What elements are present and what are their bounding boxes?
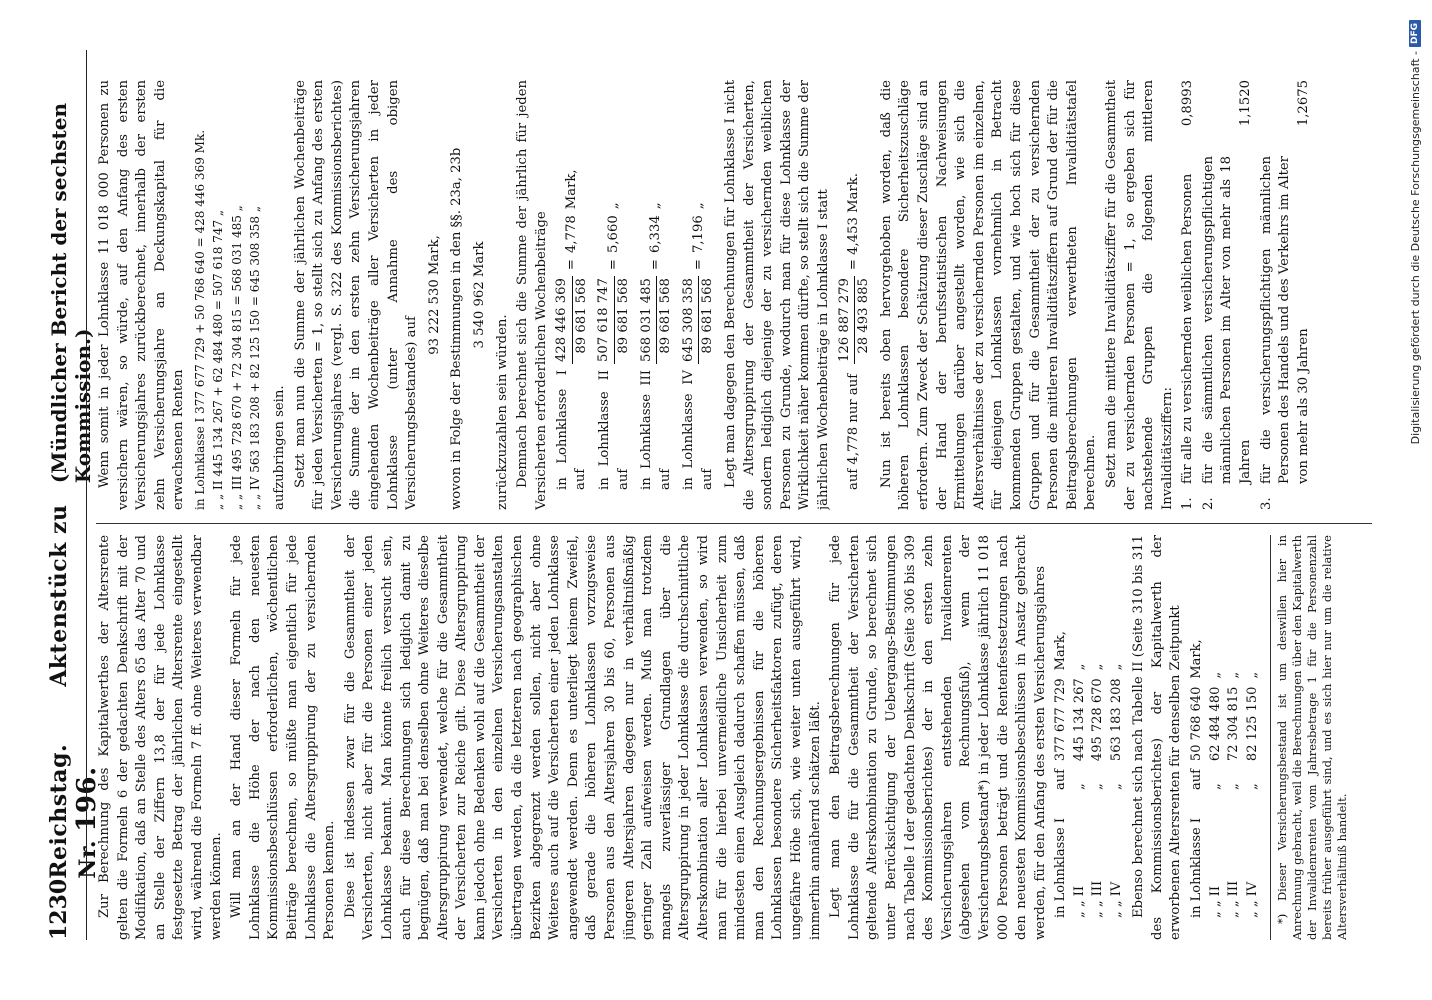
paragraph: Diese ist indessen zwar für die Gesammtheit der Versicherten, nicht aber für die Personen einer jeden Lohnklasse bekannt. Man könnte freilich versucht sein, auch für diese Berechnungen sich lediglich damit zu begnügen, daß man bei denselben ohne Weiteres dieselbe Altersgruppirung verwendet, welche für die Gesammtheit der Versicherten zur Reiche gilt. Diese Altersgruppirung kann jedoch ohne Bedenken wohl auf die Gesammtheit der Versicherten in den einzelnen Versicherungsanstalten übertragen werden, da die letzteren nach geographischen Bezirken abgegrenzt werden sollen, nicht aber ohne Weiteres auch auf die Versicherten einer jeden Lohnklasse angewendet werden. Denn es unterliegt keinem Zweifel, daß gerade die höheren Lohnklassen vorzugsweise Personen aus den Altersjahren 30 bis 60, Personen aus jüngeren Altersjahren dagegen nur in verhältnißmäßig geringer Zahl aufweisen werden. Muß man trotzdem mangels zuverlässiger Grundlagen über die Altersgruppirung in jeder Lohnklasse die durchschnittliche Alterskombination aller Lohnklassen verwenden, so wird man für die hierbei unvermeidliche Unsicherheit zum mindesten einen Ausgleich dadurch schaffen müssen, daß man den Rechnungsergebnissen für die höheren Lohnklassen besondere Sicherheitsfaktoren zufügt, deren ungefähre Höhe sich, wie weiter unten ausgeführt wird, immerhin annähernd schätzen läßt. [342,535,823,940]
title-prefix: Aktenstück zu Nr. [46,504,101,879]
fraction: 126 887 279 28 493 885 [836,278,872,362]
title-left: Reichstag. [46,743,72,879]
table-row: „ „ II „ 445 134 267 „ [1071,663,1087,918]
formula-line: „ „ IV 563 183 208 + 82 125 150 = 645 308 358 „ [248,205,263,510]
digitization-credit [1404,20,1426,445]
dfg-logo: DFG [1409,20,1421,47]
title-number: 196. [72,766,102,832]
fraction-row: in Lohnklasse IV auf 645 308 358 89 681 568 = 7,196 „ [680,80,718,490]
invalid-rent-table [1052,627,1126,940]
paragraph: Legt man dagegen den Berechnungen für Lohnklasse I nicht die Altersgruppirung der Gesammtheit der Versicherten, sondern lediglich diejenige der zu versichernden weiblichen Personen zu Grunde, wodurch man für diese Lohnklasse der Wirklichkeit näher kommen dürfte, so stellt sich die Summe der jährlichen Wochenbeiträge in Lohnklasse I statt [723,80,831,510]
fraction-row: in Lohnklasse II auf 507 618 747 89 681 568 = 5,660 „ [595,80,633,490]
table-row: in Lohnklasse I auf 377 677 729 Mark, [1053,631,1069,918]
paragraph: Setzt man die mittlere Invaliditätsziffer für die Gesammtheit der zu versichernden Personen = 1, so ergeben sich für nachstehende Gruppen die folgenden mittleren Invaliditätsziffern: [1103,80,1175,510]
document-page [0,10,1432,1000]
list-item: 1. für alle zu versichernden weiblichen Personen 0,8993 [1180,80,1196,510]
fraction-row: in Lohnklasse I auf 428 446 369 89 681 568 = 4,778 Mark, [553,80,591,490]
column-divider [96,523,1372,524]
table-row: „ „ IV „ 563 183 208 „ [1108,663,1124,918]
paragraph: Demnach berechnet sich die Summe der jährlich für jeden Versicherten erforderlichen Wochenbeiträge [515,80,549,510]
alt-fraction-row: auf 4,778 nur auf 126 887 279 28 493 885 = 4,453 Mark. [836,80,874,490]
formula-line: „ „ III 495 728 670 + 72 304 815 = 568 031 485 „ [229,205,244,510]
credit-text: Digitalisierung gefördert durch die Deutsche Forschungsgemeinschaft - [1408,51,1422,445]
paragraph: Wenn somit in jeder Lohnklasse 11 018 000 Personen zu versichern wären, so würde, auf den Anfang des ersten Versicherungsjahres zurückberechnet, innerhalb der ersten zehn Versicherungsjahre an Deckungskapital für die erwachsenen Renten [97,80,187,510]
fraction-row: in Lohnklasse III auf 568 031 485 89 681 568 = 6,334 „ [638,80,676,490]
paragraph: Legt man den Beitragsberechnungen für jede Lohnklasse die für die Gesammtheit der Versicherten geltende Alterskombination zu Grunde, so berechnet sich unter Berücksichtigung der Uebergangs-Bestimmungen nach Tabelle I der gedachten Denkschrift (Seite 306 bis 309 des Kommissionsberichtes) der in den ersten zehn Versicherungsjahren entstehenden Invalidenrenten (abgesehen vom Rechnungsfuß), wenn der Versicherungsbestand*) in jeder Lohnklasse jährlich 11 018 000 Personen beträgt und die Rentenfestsetzungen nach den neuesten Kommissionsbeschlüssen in Ansatz gebracht werden, für den Anfang des ersten Versicherungsjahres [828,535,1048,940]
fraction: 428 446 369 89 681 568 [554,278,589,362]
header-rule [86,50,87,940]
table-row: „ „ III „ 495 728 670 „ [1090,663,1106,918]
old-age-rent-table [1188,635,1262,940]
fraction: 645 308 358 89 681 568 [680,278,716,362]
footnote: *) Dieser Versicherungsbestand ist um deswillen hier in Anrechnung gebracht, weil die Berechnungen über den Kapitalwerth der Invalidenrenten vom Jahresbetrage 1 für die Personenzahl bereits früher ausgeführt sind, und es sich hier nur um die relative Altersverhältniß handelt. [1270,535,1350,940]
list-item: 3. für die versicherungspflichtigen männlichen Personen des Handels und des Verkehrs im Alter von mehr als 30 Jahren 1,2675 [1258,80,1311,510]
page-title [46,483,102,879]
table-row: „ „ IV „ 82 125 150 „ [1244,671,1260,918]
paragraph: Ebenso berechnet sich nach Tabelle II (Seite 310 bis 311 des Kommissionsberichtes) der Kapitalwerth der erworbenen Altersrenten für denselben Zeitpunkt [1131,535,1184,940]
repayment-total: 3 540 962 Mark [471,241,487,349]
formula-line: in Lohnklasse I 377 677 729 + 50 768 640 = 428 446 369 Mk. [192,129,207,510]
paragraph: wovon in Folge der Bestimmungen in den §§. 23a, 23b [449,147,465,510]
fraction: 507 618 747 89 681 568 [596,278,632,362]
page-header [46,50,102,940]
formula-line: „ „ II 445 134 267 + 62 484 480 = 507 618 747 „ [211,209,226,510]
table-row: „ „ III „ 72 304 815 „ [1226,671,1242,918]
capital-formula [191,80,265,510]
paragraph: Zur Berechnung des Kapitalwerthes der Altersrente gelten die Formeln 6 der gedachten Denkschrift mit der Modifikation, daß an Stelle des Alters 65 das Alter 70 und an Stelle der Ziffern 13,8 der für jede Lohnklasse festgesetzte Betrag der jährlichen Altersrente eingestellt wird, während die Formeln 7 ff. ohne Weiteres verwendbar werden können. [97,535,224,940]
paragraph: zurückzuzahlen sein würden. [494,314,510,510]
page-subtitle: (Mündlicher Bericht der sechsten Kommission.) [47,102,95,484]
paragraph: Will man an der Hand dieser Formeln für jede Lohnklasse die Höhe der nach den neuesten Kommissionsbeschlüssen erforderlichen, wöchentlichen Beiträge berechnen, so müßte man eigentlich für jede Lohnklasse die Altersgruppirung der zu versichernden Personen kennen. [229,535,338,940]
fraction: 568 031 485 89 681 568 [638,278,674,362]
total-contributions: 93 222 530 Mark, [426,235,442,355]
paragraph: Nun ist bereits oben hervorgehoben worden, daß die höheren Lohnklassen besondere Sicherheitszuschläge erfordern. Zum Zweck der Schätzung dieser Zuschläge sind an der Hand der berufsstatistischen Nachweisungen Ermittelungen darüber angestellt worden, wie sich die Altersverhältnisse der zu versichernden Personen im einzelnen, für diejenigen Lohnklassen vornehmlich in Betracht kommenden Gruppen gestalten, und wie hoch sich für diese Gruppen und für die Gesammtheit der zu versichernden Personen die mittleren Invaliditätsziffern auf Grund der für die Beitragsberechnungen verwertheten Invaliditätstafel berechnen. [878,80,1099,510]
table-row: in Lohnklasse I auf 50 768 640 Mark, [1189,639,1205,918]
list-item: 2. für die sämmtlichen versicherungspflichtigen männlichen Personen im Alter von mehr als 18 Jahren 1,1520 [1200,80,1254,510]
table-row: „ „ II „ 62 484 480 „ [1207,671,1223,918]
paragraph: Setzt man nun die Summe der jährlichen Wochenbeiträge für jeden Versicherten = 1, so stellt sich zu Anfang des ersten Versicherungsjahres (vergl. S. 322 des Kommissionsberichtes) die Summe der in den ersten zehn Versicherungsjahren eingehenden Wochenbeiträge aller Versicherten in jeder Lohnklasse (unter Annahme des obigen Versicherungsbestandes) auf [292,80,420,510]
paragraph: aufzubringen sein. [271,385,287,510]
right-column [96,80,1376,510]
page-number: 1230 [46,878,72,940]
left-column [96,535,1376,940]
